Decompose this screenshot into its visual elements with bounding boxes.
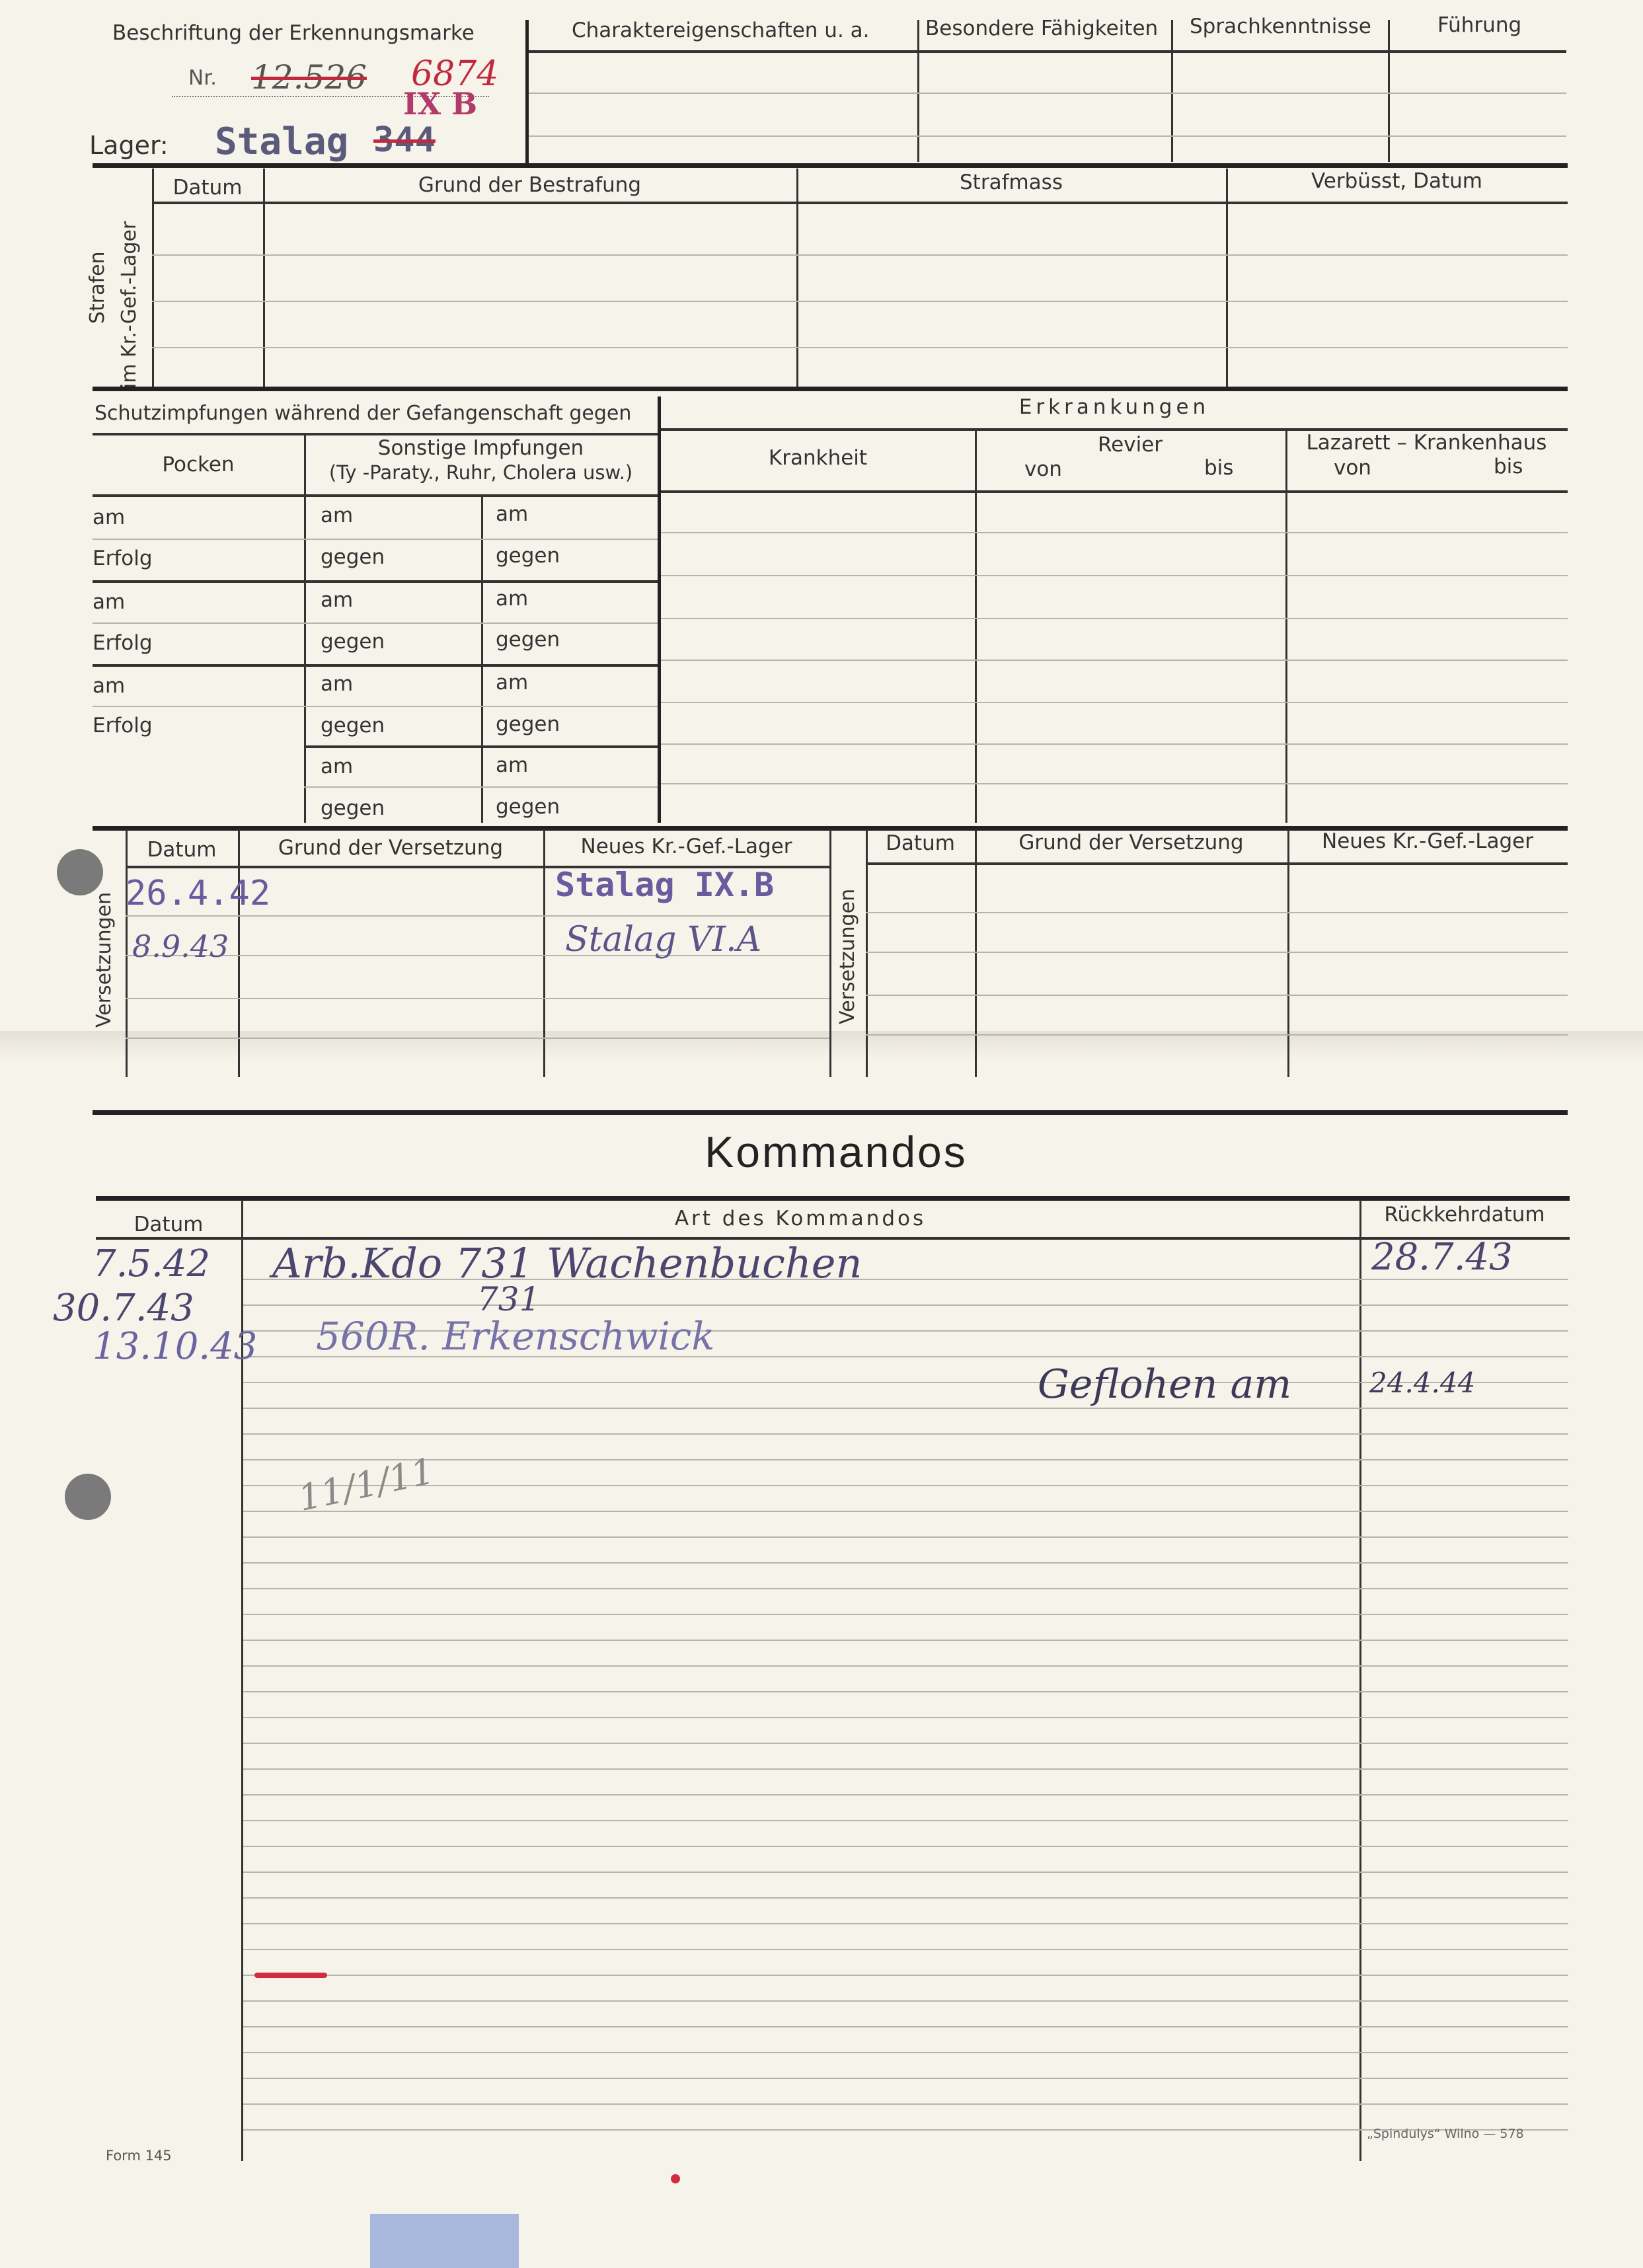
ruled-line (243, 1871, 1568, 1873)
punch-hole (57, 849, 103, 895)
revier-label: Revier (1098, 433, 1163, 457)
versetzung-lager-1: Stalag IX.B (555, 866, 775, 904)
strafen-col-strafmass: Strafmass (960, 170, 1063, 194)
ruled-line (243, 1536, 1568, 1538)
red-ink-mark (254, 1973, 327, 1978)
ruled-line (243, 2000, 1568, 2002)
ruled-line (243, 1459, 1568, 1460)
ruled-line (243, 1304, 1568, 1306)
lazarett-von-label: von (1334, 456, 1371, 480)
nr-old-value: 12.526 (251, 58, 367, 96)
impfungen-title: Schutzimpfungen während der Gefangenschaft gegen (95, 402, 632, 425)
sonstige-row: gegen (496, 712, 560, 736)
kommando-datum-2: 30.7.43 (53, 1287, 194, 1330)
sonstige-row: am (321, 672, 354, 696)
red-ink-dot (671, 2174, 680, 2183)
strafen-col-verbuesst: Verbüsst, Datum (1311, 169, 1482, 193)
kommandos-col-art: Art des Kommandos (674, 1207, 927, 1230)
col-charakter: Charaktereigenschaften u. a. (572, 19, 870, 42)
ruled-line (243, 1897, 1568, 1899)
pocken-row: am (93, 590, 126, 614)
ruled-line (243, 1949, 1568, 1950)
versetzung-datum-1: 26.4.42 (126, 874, 271, 913)
pocken-row: am (93, 506, 126, 529)
erkrankungen-title: Erkrankungen (1018, 395, 1210, 419)
sonstige-row: gegen (321, 630, 385, 654)
printer-mark: „Spindulys“ Wilno — 578 (1367, 2127, 1524, 2141)
ruled-line (243, 2078, 1568, 2079)
col-fuehrung: Führung (1437, 13, 1522, 37)
sonstige-label-2: (Ty -Paraty., Ruhr, Cholera usw.) (328, 461, 633, 484)
ruled-line (243, 1511, 1568, 1512)
sonstige-row: am (496, 502, 529, 526)
ruled-line (243, 1562, 1568, 1564)
ruled-line (243, 1820, 1568, 1821)
versetzung-datum-2: 8.9.43 (132, 928, 229, 964)
versetzungen-side-label-right: Versetzungen (836, 888, 859, 1024)
sonstige-row: am (321, 588, 354, 612)
ruled-line (243, 1665, 1568, 1667)
kommandos-col-rueckkehr: Rückkehrdatum (1384, 1203, 1545, 1227)
versetzung-col-datum-2: Datum (886, 831, 955, 855)
strafen-side-label-2: im Kr.-Gef.-Lager (118, 221, 141, 389)
marke-label: Beschriftung der Erkennungsmarke (112, 21, 475, 45)
kommando-datum-3: 13.10.43 (93, 1325, 258, 1368)
versetzung-lager-2: Stalag VI.A (565, 920, 762, 960)
ruled-line (243, 1640, 1568, 1641)
lager-value: Stalag (215, 120, 349, 163)
versetzung-col-grund-2: Grund der Versetzung (1018, 831, 1244, 854)
sonstige-row: gegen (321, 545, 385, 569)
lazarett-bis-label: bis (1494, 455, 1523, 478)
ruled-line (243, 1794, 1568, 1796)
nr-label: Nr. (188, 66, 217, 90)
ruled-line (243, 1614, 1568, 1615)
sonstige-row: am (496, 753, 529, 777)
sonstige-row: gegen (321, 796, 385, 820)
ruled-line (243, 1691, 1568, 1692)
sonstige-row: am (496, 671, 529, 695)
sonstige-row: am (496, 587, 529, 611)
col-sprachen: Sprachkenntnisse (1190, 15, 1371, 38)
form-number: Form 145 (106, 2148, 172, 2164)
ruled-line (243, 1433, 1568, 1435)
lazarett-label: Lazarett – Krankenhaus (1306, 431, 1547, 455)
versetzung-col-lager: Neues Kr.-Gef.-Lager (580, 835, 792, 858)
kommandos-col-datum: Datum (134, 1213, 204, 1236)
kommando-art-1: Arb.Kdo 731 Wachenbuchen (272, 1239, 862, 1287)
ruled-line (243, 2052, 1568, 2053)
sonstige-row: am (321, 504, 354, 527)
punch-hole (65, 1474, 111, 1520)
versetzung-col-grund: Grund der Versetzung (278, 836, 504, 860)
sonstige-row: gegen (496, 628, 560, 652)
pocken-row: Erfolg (93, 714, 153, 737)
lager-old-value: 344 (373, 120, 436, 160)
pencil-scribble: 11/1/11 (294, 1450, 438, 1519)
ruled-line (243, 1717, 1568, 1718)
nr-new-value: 6874 (411, 54, 499, 94)
sonstige-row: gegen (496, 544, 560, 568)
ruled-line (243, 1743, 1568, 1744)
kommando-art-3: 560R. Erkenschwick (316, 1314, 715, 1359)
col-faehigkeiten: Besondere Fähigkeiten (925, 17, 1159, 40)
kommando-rueckkehr-1: 28.7.43 (1371, 1236, 1513, 1279)
blue-tape (370, 2214, 519, 2268)
pocken-row: am (93, 674, 126, 698)
sonstige-row: am (321, 755, 354, 778)
versetzung-col-datum: Datum (147, 838, 217, 862)
ruled-line (243, 1588, 1568, 1589)
strafen-col-datum: Datum (172, 176, 243, 200)
geflohen-date: 24.4.44 (1369, 1367, 1476, 1399)
lager-new-stamp: IX B (403, 86, 478, 122)
lager-label: Lager: (89, 131, 169, 160)
ruled-line (243, 1923, 1568, 1924)
sonstige-label: Sonstige Impfungen (377, 436, 584, 460)
versetzung-col-lager-2: Neues Kr.-Gef.-Lager (1322, 829, 1533, 853)
ruled-line (243, 1768, 1568, 1770)
strafen-col-grund: Grund der Bestrafung (418, 173, 642, 197)
strafen-side-label: Strafen (86, 251, 109, 324)
kommando-art-2: 731 (477, 1280, 541, 1318)
ruled-line (243, 2103, 1568, 2105)
revier-bis-label: bis (1204, 456, 1234, 480)
kommandos-title: Kommandos (705, 1127, 968, 1176)
pocken-row: Erfolg (93, 547, 153, 570)
ruled-line (243, 1408, 1568, 1409)
ruled-line (243, 2026, 1568, 2027)
pocken-label: Pocken (162, 453, 235, 476)
krankheit-label: Krankheit (768, 446, 868, 470)
ruled-line (243, 1846, 1568, 1847)
ruled-line (243, 1485, 1568, 1486)
revier-von-label: von (1024, 457, 1062, 481)
kommando-datum-1: 7.5.42 (93, 1242, 211, 1285)
versetzungen-side-label-left: Versetzungen (93, 891, 116, 1028)
sonstige-row: gegen (321, 714, 385, 737)
pocken-row: Erfolg (93, 631, 153, 655)
sonstige-row: gegen (496, 795, 560, 819)
ruled-line (243, 1975, 1568, 1976)
geflohen-note: Geflohen am (1038, 1361, 1292, 1408)
